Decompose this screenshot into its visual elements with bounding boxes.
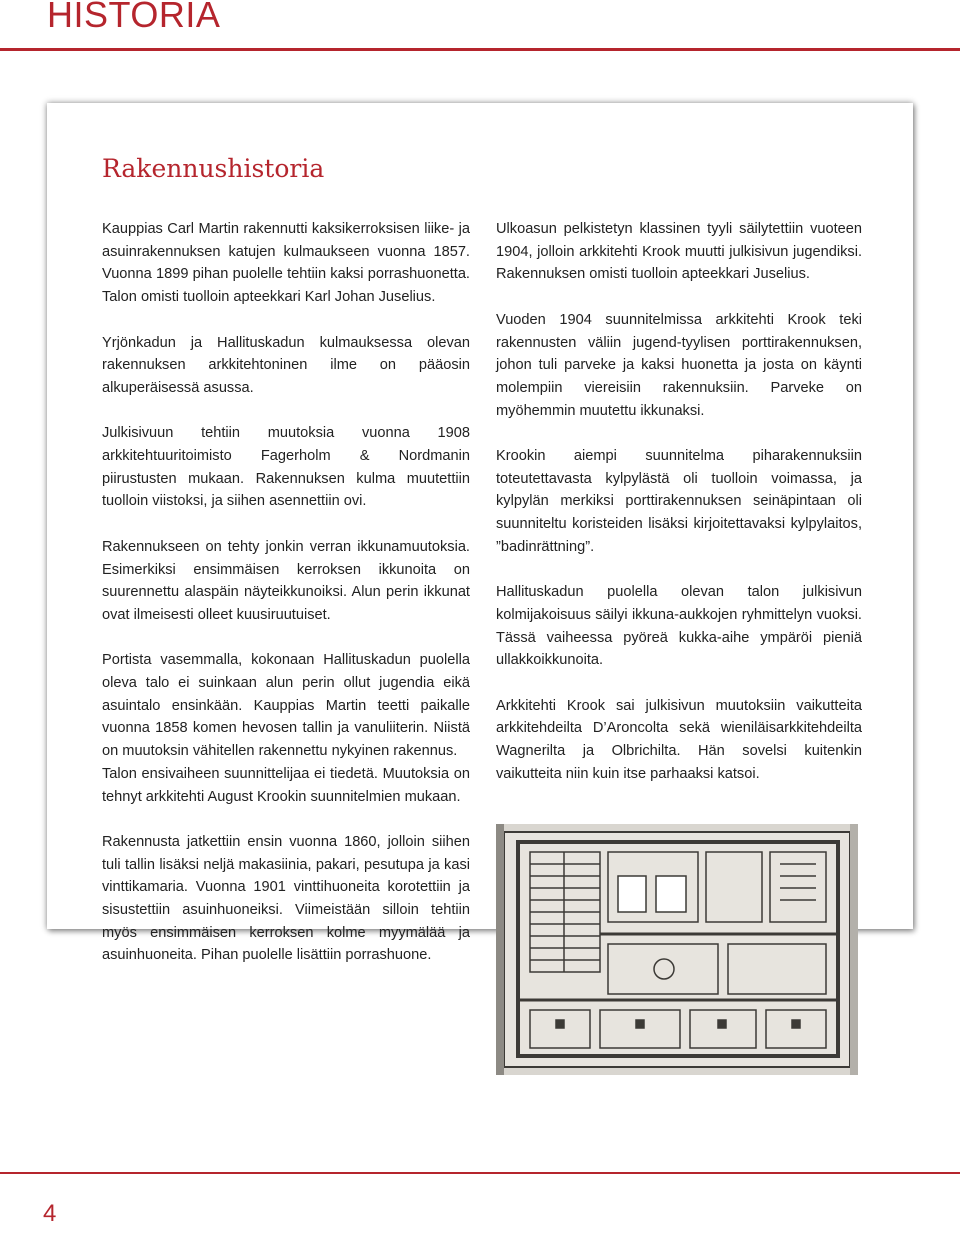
paragraph: Krookin aiempi suunnitelma piharakennuksiin toteutettavasta kylpylästä oli tuolloin voimassa, ja kylpylän merkiksi porttirakennuksen seinäpintaan oli suunniteltu koristeiden lisäksi kirjoitettavaksi kylpylaitos, ”badinrättning”. [496, 448, 862, 555]
left-column [102, 218, 470, 967]
right-column [496, 218, 862, 786]
paragraph: Ulkoasun pelkistetyn klassinen tyyli säilytettiin vuoteen 1904, jolloin arkkitehti Krook muutti julkisivun jugendiksi. Rakennuksen omisti tuolloin apteekkari Juselius. [496, 221, 862, 283]
paragraph: Yrjönkadun ja Hallituskadun kulmauksessa olevan rakennuksen arkkitehtoninen ilme on pääosin alkuperäisessä asussa. [102, 334, 470, 396]
paragraph: Rakennukseen on tehty jonkin verran ikkunamuutoksia. Esimerkiksi ensimmäisen kerroksen ikkunoita on suurennettu alaspäin näyteikkunoiksi. Alun perin ikkunat ovat ilmeisesti olleet kuusiruutuiset. [102, 538, 470, 623]
paragraph: Julkisivuun tehtiin muutoksia vuonna 1908 arkkitehtuuritoimisto Fagerholm & Nordmanin piirustusten mukaan. Rakennuksen kulma muutettiin tuolloin viistoksi, ja siihen asennettiin ovi. [102, 425, 470, 510]
floor-plan-image [496, 824, 858, 1075]
paragraph: Hallituskadun puolella olevan talon julkisivun kolmijakoisuus säilyi ikkuna-aukkojen ryhmittelyn vuoksi. Tässä vaiheessa pyöreä kukka-aihe ympäröi pieniä ullakkoikkunoita. [496, 584, 862, 669]
paragraph: Portista vasemmalla, kokonaan Hallituskadun puolella oleva talo ei suinkaan alun perin ollut jugendia eikä asuintalo ensinkään. Kauppias Martin teetti paikalle vuonna 1858 komen hevosen tallin ja vanuliiterin. Niistä on muutoksin vähitellen rakennettu nykyinen rakennus. [102, 652, 470, 760]
paragraph: Talon ensivaiheen suunnittelijaa ei tiedetä. Muutoksia on tehnyt arkkitehti August Krookin suunnitelmien mukaan. [102, 765, 470, 805]
paragraph: Arkkitehti Krook sai julkisivun muutoksiin vaikutteita arkkitehdeilta D’Aroncolta sekä wieniläisarkkitehdeilta Wagnerilta ja Olbrichilta. Hän sovelsi kuitenkin vaikutteita niin kuin itse parhaaksi katsoi. [496, 697, 862, 782]
paragraph: Kauppias Carl Martin rakennutti kaksikerroksisen liike- ja asuinrakennuksen katujen kulmaukseen vuonna 1857. Vuonna 1899 pihan puolelle tehtiin kaksi porrashuonetta. Talon omisti tuolloin apteekkari Karl Johan Juselius. [102, 221, 470, 306]
page-number: 4 [43, 1200, 57, 1227]
paragraph: Vuoden 1904 suunnitelmissa arkkitehti Krook teki rakennusten väliin jugend-tyylisen porttirakennuksen, johon tuli parveke ja kaksi huonetta ja josta on käynti molempiin viereisiin rakennuksiin. Parveke on myöhemmin muutettu ikkunaksi. [496, 311, 862, 419]
footer-rule [0, 1172, 960, 1174]
section-header: HISTORIA [47, 0, 221, 35]
paragraph: Rakennusta jatkettiin ensin vuonna 1860, jolloin siihen tuli tallin lisäksi neljä makasiinia, pakari, pesutupa ja kasi vinttikamaria. Vuonna 1901 vinttihuoneita korotettiin ja sisustettiin asuinhuoneiksi. Viimeistään silloin tehtiin myös ensimmäisen kerroksen kolme myymälää ja asuinhuoneita. Pihan puolelle lisättiin porrashuone. [102, 833, 470, 964]
article-title: Rakennushistoria [102, 154, 325, 183]
header-rule [0, 48, 960, 51]
